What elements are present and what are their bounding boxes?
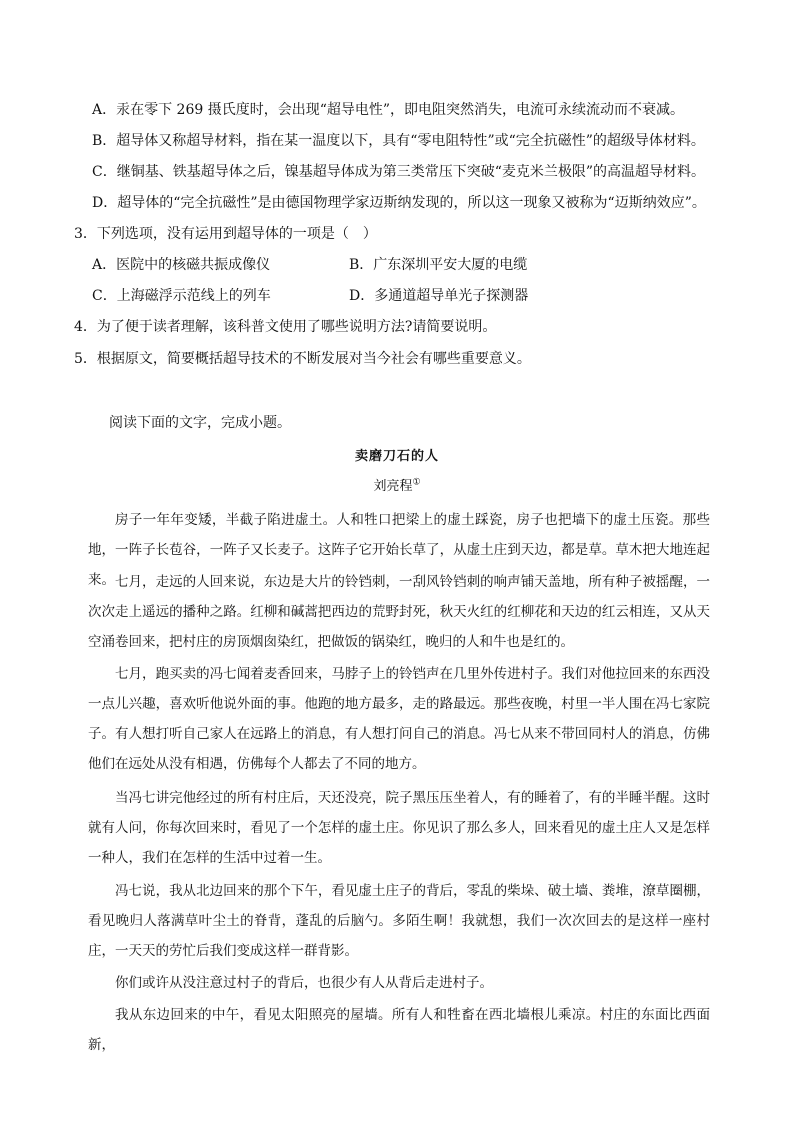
passage-author — [0, 475, 794, 494]
reading-instruction: 阅读下面的文字，完成小题。 — [109, 415, 291, 431]
q3-option-a: A．医院中的核磁共振成像仪 — [92, 257, 271, 273]
q3-option-d: D．多通道超导单光子探测器 — [349, 288, 529, 304]
q5-stem: 5．根据原文，简要概括超导技术的不断发展对当今社会有哪些重要意义。 — [74, 351, 531, 367]
passage-paragraph: 你们或许从没注意过村子的背后，也很少有人从背后走进村子。 — [115, 975, 493, 991]
author-footnote-mark: ① — [412, 477, 421, 488]
q3-stem: 3．下列选项，没有运用到超导体的一项是（ ） — [74, 226, 377, 242]
q2-option-d: D．超导体的“完全抗磁性”是由德国物理学家迈斯纳发现的，所以这一现象又被称为“迈斯纳效应”。 — [92, 195, 706, 211]
passage-paragraph: 我从东边回来的中午，看见太阳照亮的屋墙。所有人和牲畜在西北墙根儿乘凉。村庄的东面比西面新， — [88, 1007, 710, 1053]
passage-paragraph: 七月，跑买卖的冯七闻着麦香回来，马脖子上的铃铛声在几里外传进村子。我们对他拉回来的东西没一点儿兴趣，喜欢听他说外面的事。他跑的地方最多，走的路最远。那些夜晚，村里一半人围在冯七家院子。有人想打听自己家人在远路上的消息，有人想打问自己的消息。冯七从来不带回同村人的消息，仿佛他们在远处从没有相遇，仿佛每个人都去了不同的地方。 — [88, 666, 710, 772]
q2-option-a: A．汞在零下 269 摄氏度时，会出现“超导电性”，即电阻突然消失，电流可永续流动而不衰减。 — [92, 102, 685, 118]
passage-paragraph: 房子一年年变矮，半截子陷进虚土。人和牲口把梁上的虚土踩瓷，房子也把墙下的虚土压瓷。那些地，一阵子长苞谷，一阵子又长麦子。这阵子它开始长草了，从虚土庄到天边，都是草。草木把大地连起来。 — [88, 512, 710, 588]
author-name: 刘亮程 — [373, 479, 413, 494]
passage-paragraph: 七月，走远的人回来说，东边是大片的铃铛刺，一刮风铃铛刺的响声铺天盖地，所有种子被摇醒，一次次走上遥远的播种之路。红柳和碱蒿把西边的荒野封死，秋天火红的红柳花和天边的红云相连，又从天空涌卷回来，把村庄的房顶烟囱染红，把做饭的锅染红，晚归的人和牛也是红的。 — [88, 574, 710, 650]
q4-stem: 4．为了便于读者理解，该科普文使用了哪些说明方法?请简要说明。 — [74, 319, 497, 335]
q3-option-b: B．广东深圳平安大厦的电缆 — [349, 257, 528, 273]
q3-option-c: C．上海磁浮示范线上的列车 — [92, 288, 271, 304]
passage-paragraph: 当冯七讲完他经过的所有村庄后，天还没亮，院子黑压压坐着人，有的睡着了，有的半睡半醒。这时就有人问，你每次回来时，看见了一个怎样的虚土庄。你见识了那么多人，回来看见的虚土庄人又是怎样一种人，我们在怎样的生活中过着一生。 — [88, 790, 710, 866]
q2-option-c: C．继铜基、铁基超导体之后，镍基超导体成为第三类常压下突破“麦克米兰极限”的高温超导材料。 — [92, 164, 706, 180]
q2-option-b: B．超导体又称超导材料，指在某一温度以下，具有“零电阻特性”或“完全抗磁性”的超级导体材料。 — [92, 133, 705, 149]
passage-title: 卖磨刀石的人 — [354, 449, 439, 464]
passage-paragraph: 冯七说，我从北边回来的那个下午，看见虚土庄子的背后，零乱的柴垛、破土墙、粪堆，潦草圈棚，看见晚归人落满草叶尘土的脊背，蓬乱的后脑勺。多陌生啊！我就想，我们一次次回去的是这样一座村庄，一天天的劳忙后我们变成这样一群背影。 — [88, 883, 710, 959]
